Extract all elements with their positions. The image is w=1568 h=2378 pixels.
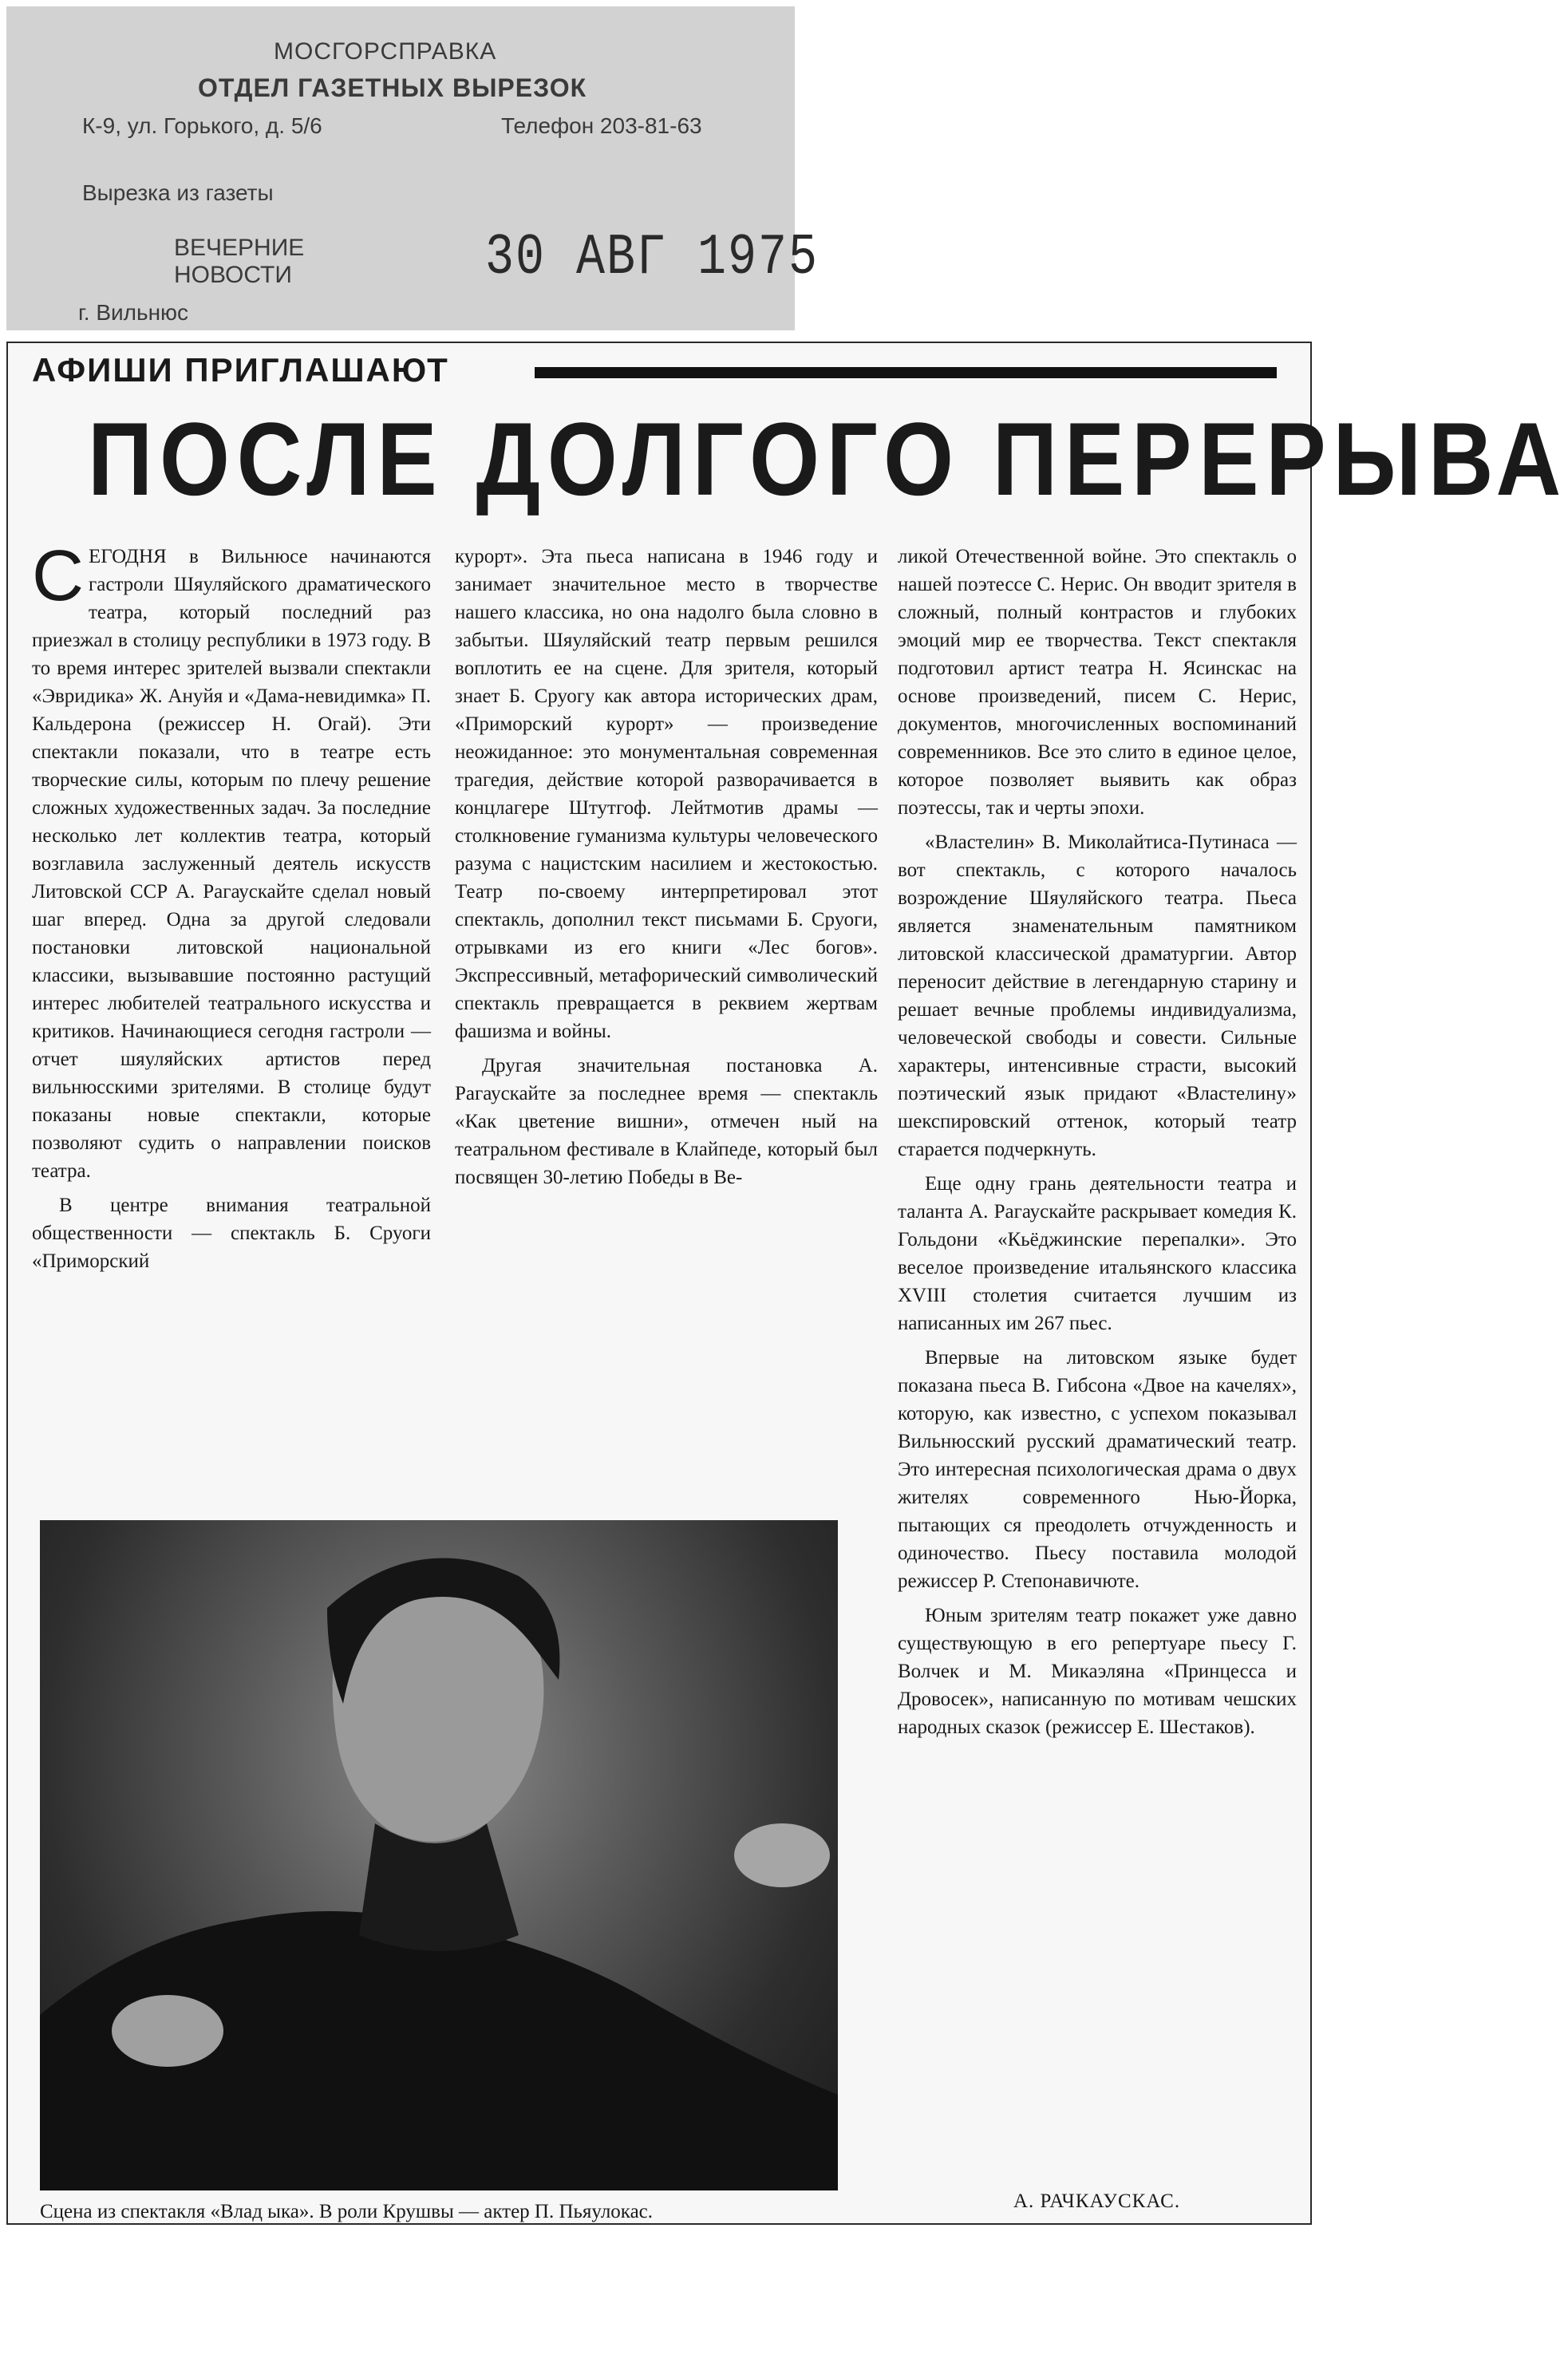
rubric-rule [535,367,1277,378]
rubric: АФИШИ ПРИГЛАШАЮТ [32,351,449,389]
paragraph: В центре внимания театральной общественности — спектакль Б. Сруоги «Приморский [32,1195,431,1272]
paragraph [32,536,431,1185]
paragraph: Юным зрителям театр покажет уже давно существующую в его репертуаре пьесу Г. Волчек и М. Микаэляна «Принцесса и Дровосек», написанную по мотивам чешских народных сказок (режиссер Е. Шестаков). [898,1605,1297,1738]
paragraph-text: ЕГОДНЯ в Вильнюсе начинаются гастроли Шяуляйского драматического театра, который последний раз приезжал в столицу республики в 1973 году. В то время интерес зрителей вызвали спектакли «Эвридика» Ж. Ануйя и «Дама-невидимка» П. Кальдерона (режиссер Н. Огай). Эти спектакли показали, что в театре есть творческие силы, которым по плечу решение сложных художественных задач. За последние несколько лет коллектив театра, который возглавила заслуженный деятель искусств Литовской ССР А. Рагаускайте сделал новый шаг вперед. Одна за другой следовали постановки литовской национальной классики, вызывавшие постоянно растущий интерес любителей театрального искусства и критиков. Начинающиеся сегодня гастроли — отчет шяуляйских артистов перед вильнюсскими зрителями. В столице будут показаны новые спектакли, которые позволяют судить о направлении поисков театра. [32,546,431,1182]
headline: ПОСЛЕ ДОЛГОГО ПЕРЕРЫВА [88,401,1568,517]
paragraph: курорт». Эта пьеса написана в 1946 году и занимает значительное место в творчестве нашего классика, но она надолго была словно в забытьи. Шяуляйский театр первым решился воплотить ее на сцене. Для зрителя, который знает Б. Сруогу как автора исторических драм, «Приморский курорт» — произведение неожиданное: это монументальная современная трагедия, действие которой разворачивается в концлагере Штутгоф. Лейтмотив драмы — столкновение гуманизма культуры человеческого разума с нацистским насилием и жестокостью. Театр по-своему интерпретировал этот спектакль, дополнил текст письмами Б. Сруоги, отрывками из его книги «Лес богов». Экспрессивный, метафорический символический спектакль превращается в реквием жертвам фашизма и войны. [455,546,878,1042]
paragraph: «Властелин» В. Миколайтиса-Путинаса — вот спектакль, с которого началось возрождение Шяуляйского театра. Пьеса является знаменательным памятником литовской классической драматургии. Автор переносит действие в легендарную старину и решает вечные проблемы индивидуализма, человеческой свободы и совести. Сильные характеры, интенсивные страсти, высокий поэтический язык придают «Властелину» шекспировский оттенок, который театр старается подчеркнуть. [898,832,1297,1160]
actor-figure [40,1520,838,2190]
stamp-organization: МОСГОРСПРАВКА [274,38,497,65]
stamp-department: ОТДЕЛ ГАЗЕТНЫХ ВЫРЕЗОК [198,73,587,102]
stamp-newspaper-line1: ВЕЧЕРНИЕ [174,235,305,261]
stamp-phone: Телефон 203-81-63 [501,113,702,138]
paragraph: Другая значительная постановка А. Рагаускайте за последнее время — спектакль «Как цветение вишни», отмечен ный на театральном фестивале в Клайпеде, который был посвящен 30-летию Победы в Ве- [455,1055,878,1188]
archive-stamp [6,6,820,330]
drop-cap: С [32,536,84,616]
photo-caption: Сцена из спектакля «Влад ыка». В роли Крушвы — актер П. Пьяулокас. [40,2201,654,2222]
stamp-date: 30 АВГ 1975 [485,226,820,291]
stamp-address: К-9, ул. Горького, д. 5/6 [82,113,322,138]
stamp-clipping-from: Вырезка из газеты [82,180,274,205]
paragraph: Впервые на литовском языке будет показана пьеса В. Гибсона «Двое на качелях», которую, как известно, с успехом показывал Вильнюсский русский драматический театр. Это интересная психологическая драма о двух жителях современного Нью-Йорка, пытающих ся преодолеть отчужденность и одиночество. Пьесу поставила молодой режиссер Р. Степонавичюте. [898,1347,1297,1592]
paragraph: Еще одну грань деятельности театра и таланта А. Рагаускайте раскрывает комедия К. Гольдони «Кьёджинские перепалки». Это веселое произведение итальянского классика XVIII столетия считается лучшим из написанных им 267 пьес. [898,1173,1297,1334]
newspaper-clipping [6,342,1568,2225]
paragraph: ликой Отечественной войне. Это спектакль о нашей поэтессе С. Нерис. Он вводит зрителя в сложный, полный контрастов и глубоких эмоций мир ее творчества. Текст спектакля подготовил артист театра Н. Ясинскас на основе произведений, писем С. Нерис, документов, многочисленных воспоминаний современников. Все это слито в единое целое, которое позволяет выявить как образ поэтессы, так и черты эпохи. [898,546,1297,819]
author-signature: А. РАЧКАУСКАС. [1013,2190,1181,2212]
stamp-newspaper-line2: НОВОСТИ [174,262,292,288]
scene-photo [40,1520,838,2190]
stamp-city: г. Вильнюс [78,300,189,325]
article-column-3 [898,543,1297,2378]
